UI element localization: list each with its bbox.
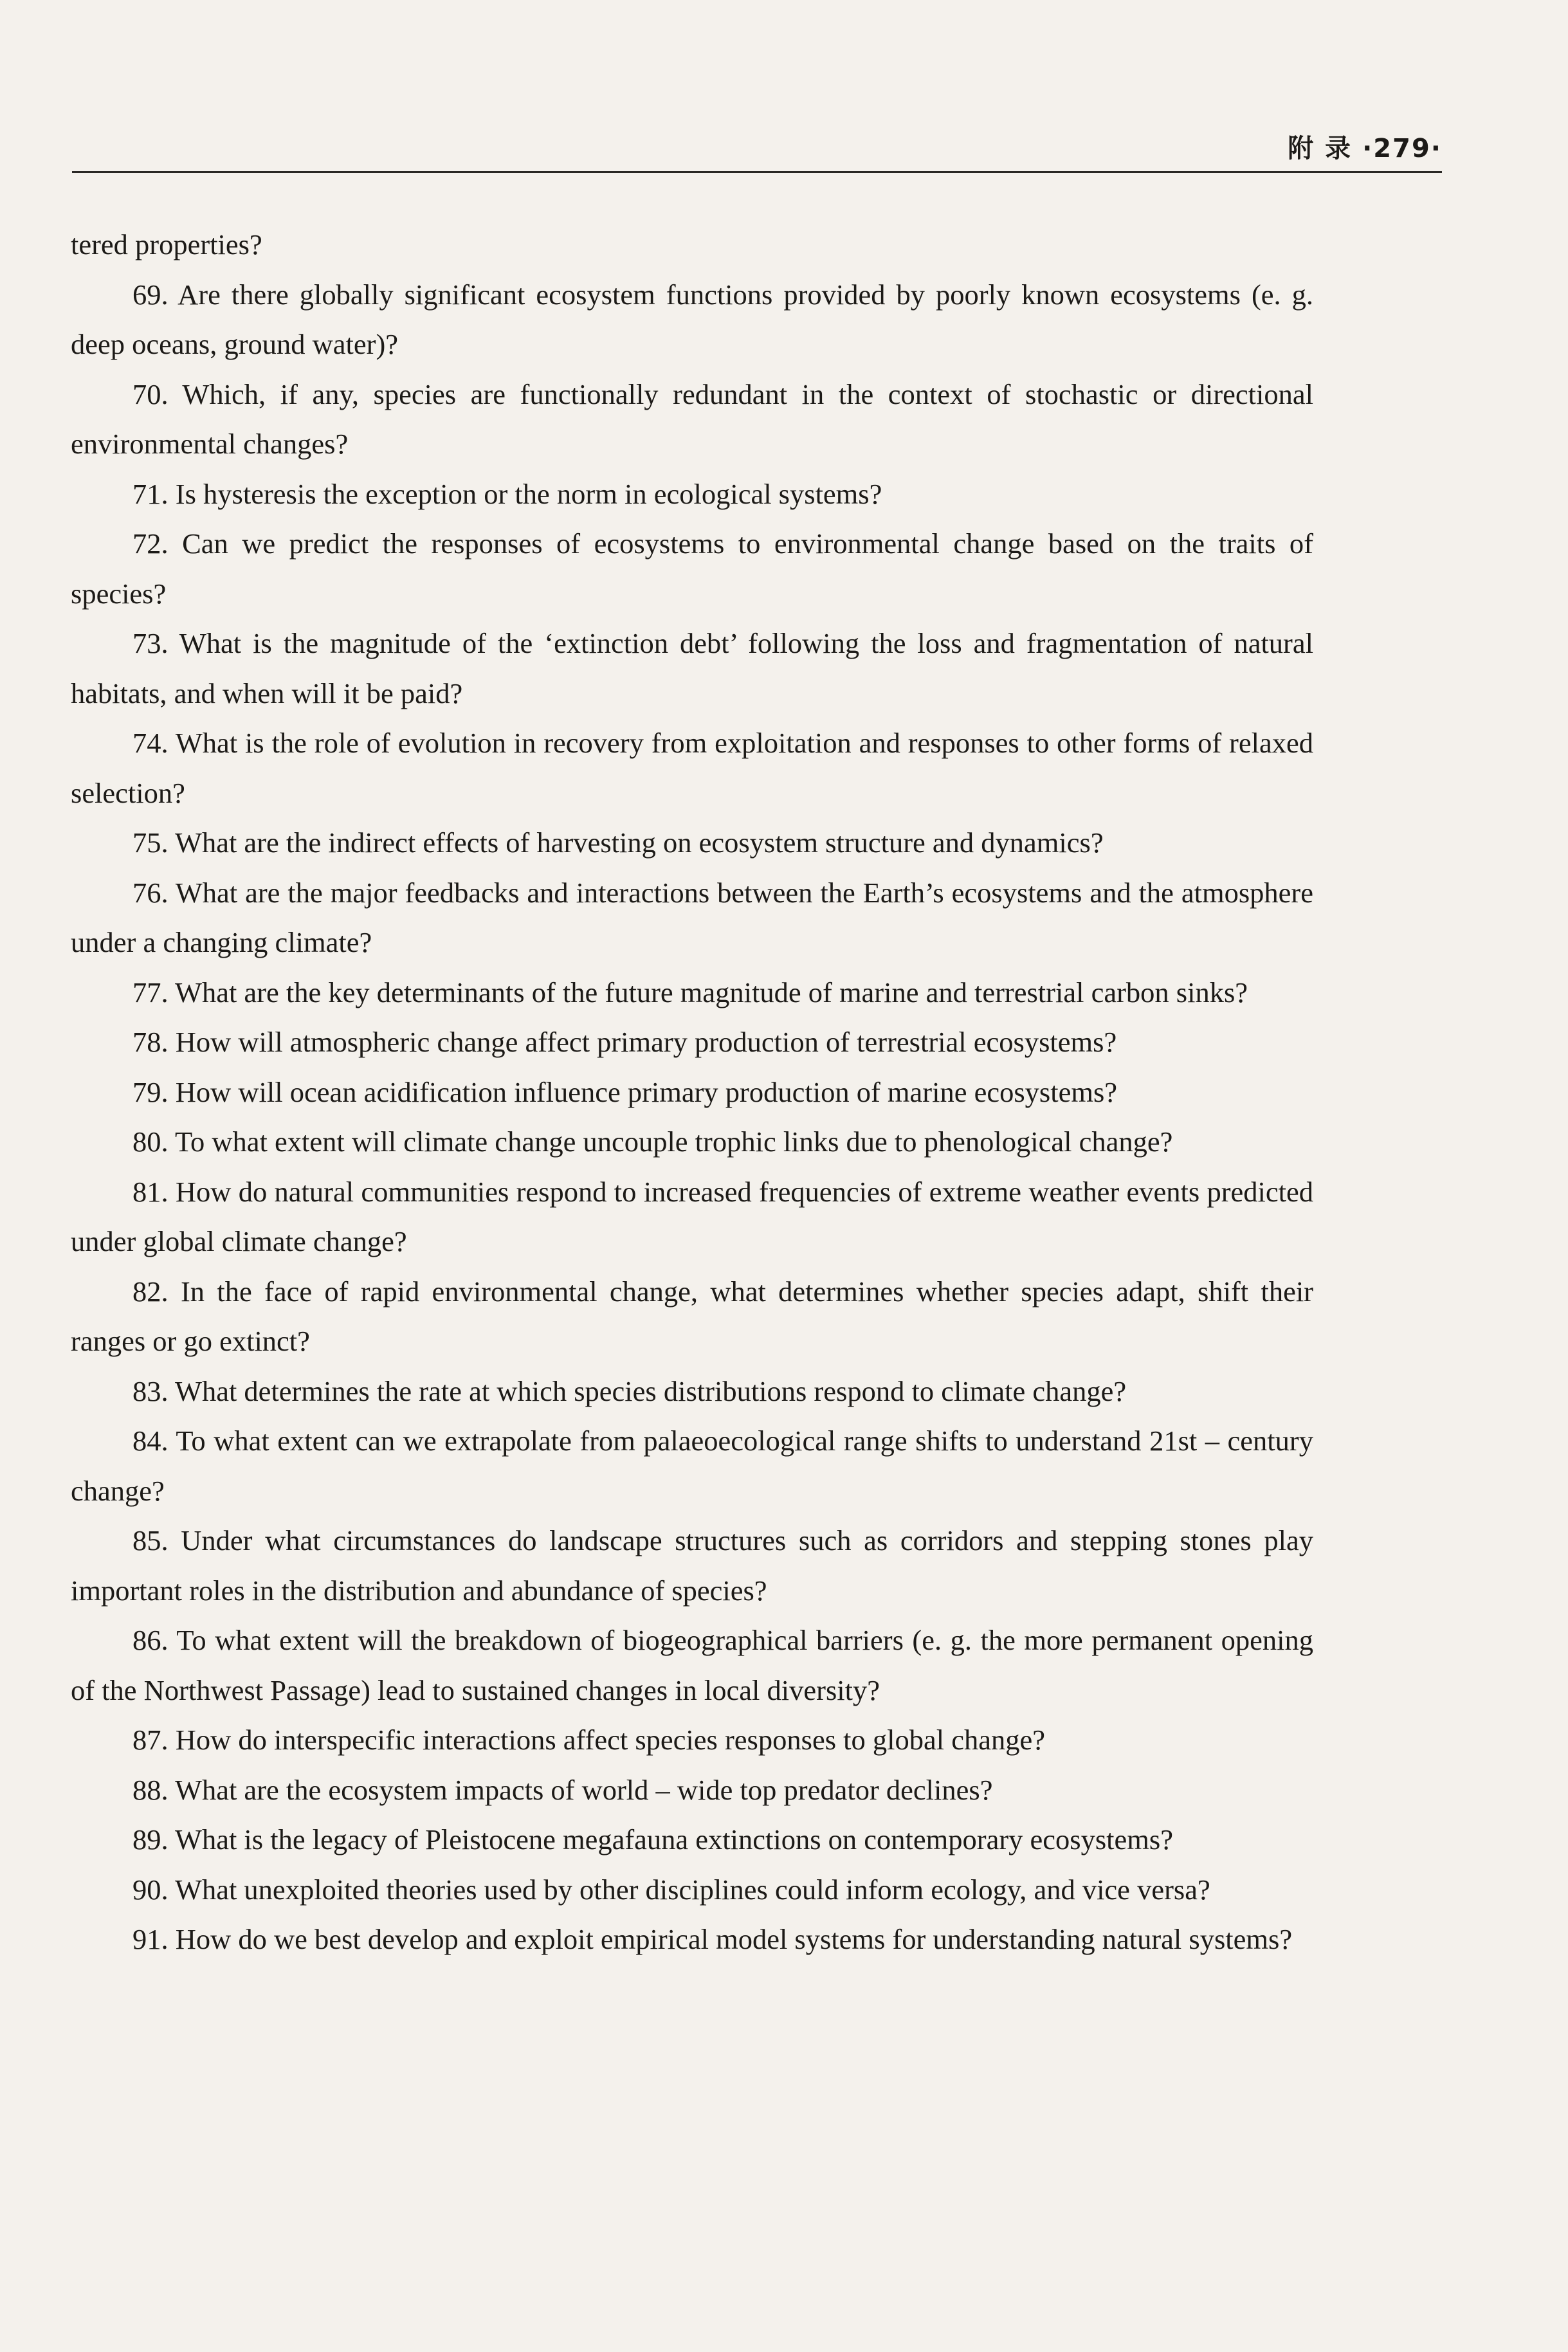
question-83: 83. What determines the rate at which species distributions respond to climate change? — [132, 1374, 1127, 1407]
question-69: 69. Are there globally significant ecosystem functions provided by poorly known ecosystems (e. g. deep oceans, ground water)? — [71, 278, 1313, 360]
question-88: 88. What are the ecosystem impacts of world – wide top predator declines? — [132, 1773, 993, 1806]
question-80: 80. To what extent will climate change uncouple trophic links due to phenological change? — [132, 1126, 1173, 1158]
question-73: 73. What is the magnitude of the ‘extinction debt’ following the loss and fragmentation of natural habitats, and when will it be paid? — [71, 627, 1313, 709]
question-70: 70. Which, if any, species are functionally redundant in the context of stochastic or directional environmental changes? — [71, 378, 1313, 460]
question-84: 84. To what extent can we extrapolate from palaeoecological range shifts to understand 21st – century change? — [71, 1425, 1313, 1507]
question-79: 79. How will ocean acidification influence primary production of marine ecosystems? — [132, 1075, 1118, 1108]
question-82: 82. In the face of rapid environmental change, what determines whether species adapt, shift their ranges or go extinct? — [71, 1275, 1313, 1357]
question-74: 74. What is the role of evolution in recovery from exploitation and responses to other forms of relaxed selection? — [71, 727, 1313, 809]
question-91: 91. How do we best develop and exploit empirical model systems for understanding natural systems? — [132, 1923, 1293, 1955]
question-76: 76. What are the major feedbacks and interactions between the Earth’s ecosystems and the atmosphere under a changing climate? — [71, 876, 1313, 958]
question-90: 90. What unexploited theories used by other disciplines could inform ecology, and vice versa? — [132, 1873, 1210, 1906]
question-86: 86. To what extent will the breakdown of biogeographical barriers (e. g. the more permanent opening of the Northwest Passage) lead to sustained changes in local diversity? — [71, 1624, 1313, 1706]
question-87: 87. How do interspecific interactions affect species responses to global change? — [132, 1724, 1045, 1756]
question-72: 72. Can we predict the responses of ecosystems to environmental change based on the traits of species? — [71, 527, 1313, 610]
question-85: 85. Under what circumstances do landscape structures such as corridors and stepping stones play important roles in the distribution and abundance of species? — [71, 1524, 1313, 1607]
question-78: 78. How will atmospheric change affect primary production of terrestrial ecosystems? — [132, 1026, 1117, 1058]
question-81: 81. How do natural communities respond to increased frequencies of extreme weather events predicted under global climate change? — [71, 1175, 1313, 1257]
section-title: 附 录 — [1288, 134, 1353, 163]
continuation-text: tered properties? — [71, 228, 262, 260]
page-header — [72, 129, 1442, 173]
body-text — [71, 220, 1313, 1965]
question-89: 89. What is the legacy of Pleistocene megafauna extinctions on contemporary ecosystems? — [132, 1823, 1173, 1855]
question-75: 75. What are the indirect effects of harvesting on ecosystem structure and dynamics? — [132, 826, 1104, 859]
page-number: ·279· — [1362, 134, 1442, 163]
question-71: 71. Is hysteresis the exception or the norm in ecological systems? — [132, 477, 882, 510]
question-77: 77. What are the key determinants of the future magnitude of marine and terrestrial carbon sinks? — [132, 976, 1248, 1008]
